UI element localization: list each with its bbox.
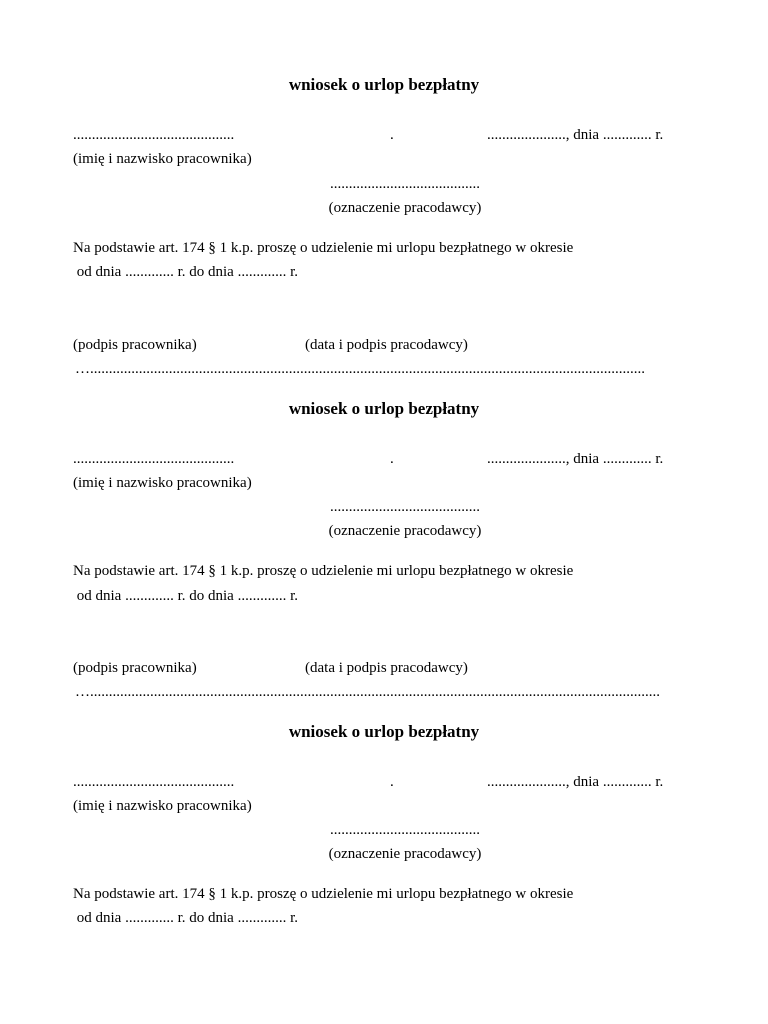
request-body-line-1: Na podstawie art. 174 § 1 k.p. proszę o udzielenie mi urlopu bezpłatnego w okresie [73, 563, 574, 579]
cut-line-separator: …........................................................................................................................................................ [75, 684, 660, 700]
employee-signature-caption: (podpis pracownika) [73, 337, 197, 353]
employer-caption: (oznaczenie pracodawcy) [328, 846, 482, 862]
employee-name-caption: (imię i nazwisko pracownika) [73, 798, 252, 814]
leave-request-form-2 [0, 323, 768, 700]
form-title: wniosek o urlop bezpłatny [288, 399, 480, 418]
employer-dots: ........................................ [330, 822, 480, 838]
employer-caption: (oznaczenie pracodawcy) [328, 523, 482, 539]
employee-name-dots: ........................................... [73, 451, 235, 467]
leave-request-form-3 [0, 646, 768, 946]
middle-dot: . [390, 774, 394, 790]
employer-signature-caption: (data i podpis pracodawcy) [305, 337, 468, 353]
place-date-line: ....................., dnia ............. r. [487, 127, 664, 143]
cut-line-separator: ….................................................................................................................................................... [75, 361, 645, 377]
employer-signature-caption: (data i podpis pracodawcy) [305, 660, 468, 676]
place-date-line: ....................., dnia ............. r. [487, 451, 664, 467]
middle-dot: . [390, 127, 394, 143]
employee-signature-caption: (podpis pracownika) [73, 660, 197, 676]
form-title: wniosek o urlop bezpłatny [288, 75, 480, 94]
request-body-line-1: Na podstawie art. 174 § 1 k.p. proszę o udzielenie mi urlopu bezpłatnego w okresie [73, 886, 574, 902]
employer-caption: (oznaczenie pracodawcy) [328, 200, 482, 216]
form-title: wniosek o urlop bezpłatny [288, 722, 480, 741]
employee-name-caption: (imię i nazwisko pracownika) [73, 151, 252, 167]
place-date-line: ....................., dnia ............. r. [487, 774, 664, 790]
request-body-line-2: od dnia ............. r. do dnia ............. r. [73, 264, 298, 280]
employer-dots: ........................................ [330, 176, 480, 192]
leave-request-form-1 [0, 0, 768, 377]
employee-name-dots: ........................................... [73, 774, 235, 790]
request-body-line-2: od dnia ............. r. do dnia ............. r. [73, 588, 298, 604]
employee-name-caption: (imię i nazwisko pracownika) [73, 475, 252, 491]
request-body-line-1: Na podstawie art. 174 § 1 k.p. proszę o udzielenie mi urlopu bezpłatnego w okresie [73, 240, 574, 256]
employer-dots: ........................................ [330, 499, 480, 515]
request-body-line-2: od dnia ............. r. do dnia ............. r. [73, 910, 298, 926]
middle-dot: . [390, 451, 394, 467]
employee-name-dots: ........................................... [73, 127, 235, 143]
